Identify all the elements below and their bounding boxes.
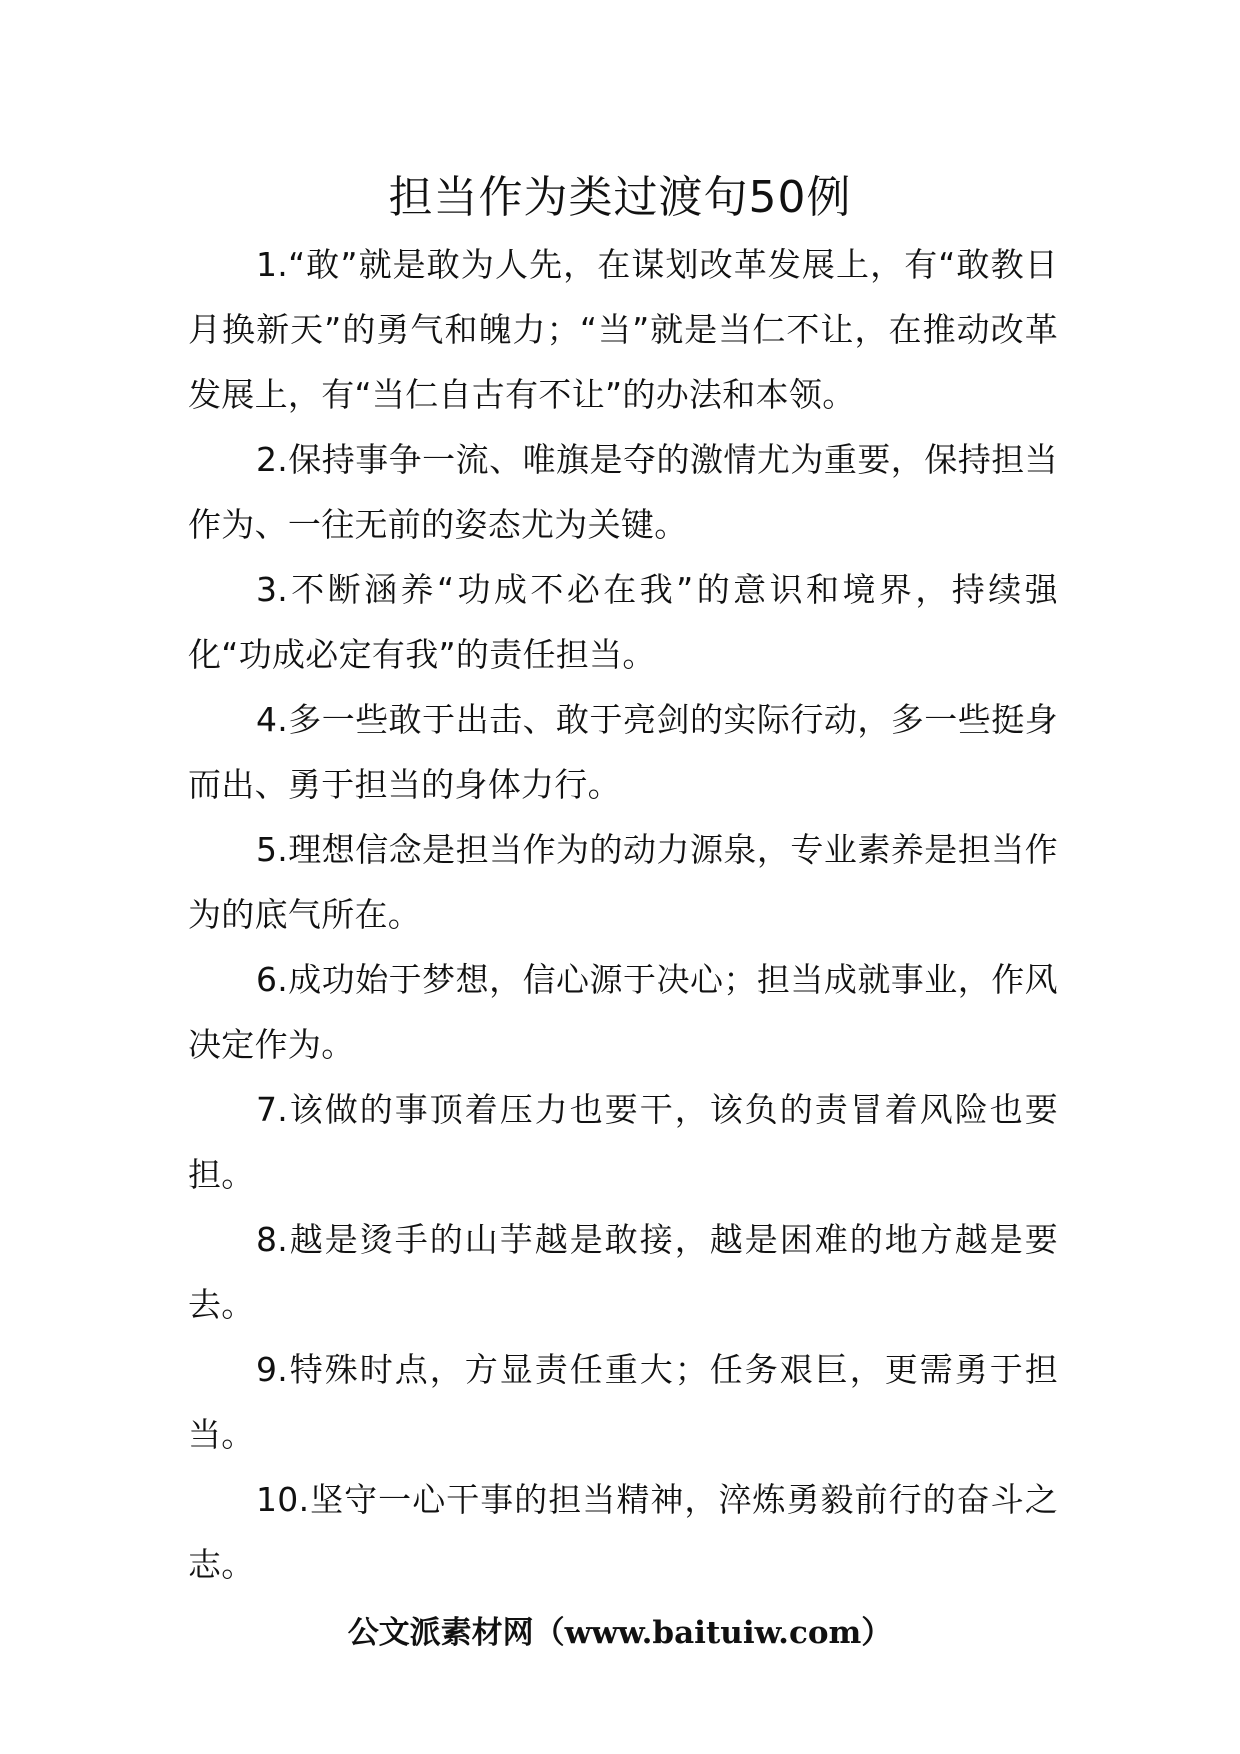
paragraph-1: 1.“敢”就是敢为人先，在谋划改革发展上，有“敢教日月换新天”的勇气和魄力；“当”就是当仁不让，在推动改革发展上，有“当仁自古有不让”的办法和本领。 <box>188 245 1058 414</box>
paragraph-9: 9.特殊时点，方显责任重大；任务艰巨，更需勇于担当。 <box>188 1350 1058 1454</box>
paragraph-6: 6.成功始于梦想，信心源于决心；担当成就事业，作风决定作为。 <box>188 960 1058 1064</box>
document-body <box>188 232 1058 1597</box>
paragraph-5: 5.理想信念是担当作为的动力源泉，专业素养是担当作为的底气所在。 <box>188 830 1058 934</box>
paragraph-7: 7.该做的事顶着压力也要干，该负的责冒着风险也要担。 <box>188 1090 1058 1194</box>
paragraph-3: 3.不断涵养“功成不必在我”的意识和境界，持续强化“功成必定有我”的责任担当。 <box>188 570 1058 674</box>
paragraph-8: 8.越是烫手的山芋越是敢接，越是困难的地方越是要去。 <box>188 1220 1058 1324</box>
document-title: 担当作为类过渡句50例 <box>388 172 852 223</box>
paragraph-4: 4.多一些敢于出击、敢于亮剑的实际行动，多一些挺身而出、勇于担当的身体力行。 <box>188 700 1058 804</box>
paragraph-2: 2.保持事争一流、唯旗是夺的激情尤为重要，保持担当作为、一往无前的姿态尤为关键。 <box>188 440 1058 544</box>
footer-source: 公文派素材网（www.baituiw.com） <box>347 1615 893 1651</box>
paragraph-10: 10.坚守一心干事的担当精神，淬炼勇毅前行的奋斗之志。 <box>188 1480 1058 1584</box>
